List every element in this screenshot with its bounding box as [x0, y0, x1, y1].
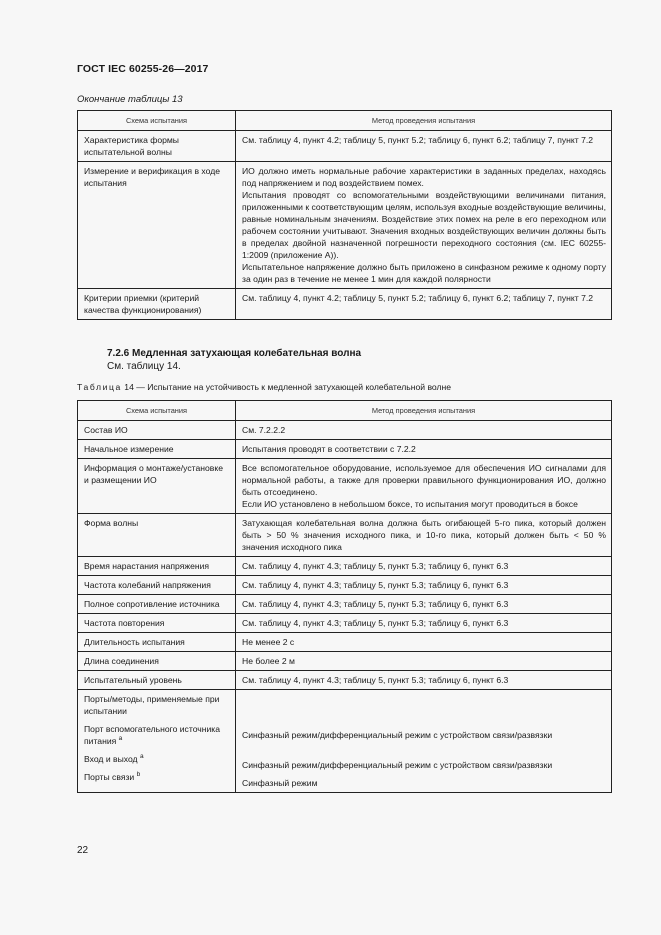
row-method: Затухающая колебательная волна должна быть огибающей 5-го пика, который должен быть > 50 % значения исходного пика, и 10-го пика, который должен быть < 50 % значения исходного пика: [236, 514, 612, 557]
footnote-marker: a: [139, 753, 144, 761]
row-label: Частота повторения: [78, 614, 236, 633]
row-method: [236, 162, 612, 289]
table-caption: [77, 382, 451, 392]
row-method: См. таблицу 4, пункт 4.2; таблицу 5, пункт 5.2; таблицу 6, пункт 6.2; таблицу 7, пункт 7.2: [236, 289, 612, 320]
table-row: [78, 614, 612, 633]
table-row: [78, 671, 612, 690]
row-label: Состав ИО: [78, 421, 236, 440]
page-number: 22: [77, 845, 89, 856]
port-label: Порты связи: [84, 772, 135, 782]
method-paragraph: Если ИО установлено в небольшом боксе, то испытания могут проводиться в боксе: [242, 499, 578, 509]
row-label: Характеристика формы испытательной волны: [78, 131, 236, 162]
row-label: Частота колебаний напряжения: [78, 576, 236, 595]
row-label: Форма волны: [78, 514, 236, 557]
table-row: [78, 595, 612, 614]
method-paragraph: Все вспомогательное оборудование, используемое для обеспечения ИО сигналами для нормальной работы, а также для проверки правильного функционирования ИО, должно быть отсоединено.: [242, 463, 606, 497]
table-row: [78, 459, 612, 514]
port-communication: [84, 771, 230, 783]
column-header: Схема испытания: [78, 111, 236, 131]
footnote-marker: a: [118, 735, 123, 743]
table-row: [78, 557, 612, 576]
table-header-row: [78, 111, 612, 131]
table-13: [77, 110, 612, 320]
row-label: Критерии приемки (критерий качества функционирования): [78, 289, 236, 320]
row-method: См. таблицу 4, пункт 4.3; таблицу 5, пункт 5.3; таблицу 6, пункт 6.3: [236, 576, 612, 595]
table-row: [78, 690, 612, 793]
row-method: [236, 459, 612, 514]
row-method: См. таблицу 4, пункт 4.3; таблицу 5, пункт 5.3; таблицу 6, пункт 6.3: [236, 595, 612, 614]
row-method: См. таблицу 4, пункт 4.3; таблицу 5, пункт 5.3; таблицу 6, пункт 6.3: [236, 671, 612, 690]
table-row: [78, 514, 612, 557]
column-header: Метод проведения испытания: [236, 111, 612, 131]
port-label: Вход и выход: [84, 754, 138, 764]
row-label: Полное сопротивление источника: [78, 595, 236, 614]
method-paragraph: ИО должно иметь нормальные рабочие характеристики в заданных пределах, находясь под напряжением и под воздействием помех.: [242, 166, 606, 188]
table-continuation-label: Окончание таблицы 13: [77, 94, 183, 105]
table-row: [78, 576, 612, 595]
column-header: Метод проведения испытания: [236, 401, 612, 421]
table-14: [77, 400, 612, 793]
row-method: Не более 2 м: [236, 652, 612, 671]
port-label: Порт вспомогательного источника питания: [84, 724, 221, 746]
ports-heading: Порты/методы, применяемые при испытании: [84, 694, 220, 716]
footnote-marker: b: [136, 771, 141, 779]
table-row: [78, 131, 612, 162]
document-header: ГОСТ IEC 60255-26—2017: [77, 63, 209, 75]
row-method: См. таблицу 4, пункт 4.3; таблицу 5, пункт 5.3; таблицу 6, пункт 6.3: [236, 557, 612, 576]
port-method: Синфазный режим/дифференциальный режим с устройством связи/развязки: [242, 730, 553, 740]
table-row: [78, 440, 612, 459]
port-method: Синфазный режим: [242, 778, 318, 788]
row-label: Длительность испытания: [78, 633, 236, 652]
section-heading: 7.2.6 Медленная затухающая колебательная волна: [107, 348, 362, 359]
port-aux-power: [84, 723, 230, 747]
row-label: [78, 690, 236, 793]
row-method: [236, 690, 612, 793]
row-label: Информация о монтаже/установке и размещении ИО: [78, 459, 236, 514]
table-header-row: [78, 401, 612, 421]
table-row: [78, 633, 612, 652]
row-label: Измерение и верификация в ходе испытания: [78, 162, 236, 289]
row-method: См. таблицу 4, пункт 4.2; таблицу 5, пункт 5.2; таблицу 6, пункт 6.2; таблицу 7, пункт 7.2: [236, 131, 612, 162]
method-paragraph: Испытания проводят со вспомогательными воздействующими величинами питания, приложенными к соответствующим целям, используя входные воздействующие величины, равные номинальным значениям. Воздействие этих помех на реле в его переходном или рабочем состоянии учитывают. Значения входных воздействующих величин должны быть в пределах двойной назначенной погрешности переходного состояния (см. IEC 60255-1:2009 (приложение А)).: [242, 190, 606, 260]
method-paragraph: Испытательное напряжение должно быть приложено в синфазном режиме к одному порту за один раз в течение не менее 1 мин для каждой полярности: [242, 262, 606, 284]
section-reference: См. таблицу 14.: [107, 361, 181, 372]
table-row: [78, 162, 612, 289]
row-method: Испытания проводят в соответствии с 7.2.2: [236, 440, 612, 459]
table-row: [78, 289, 612, 320]
caption-word: Таблица: [77, 382, 122, 392]
row-label: Начальное измерение: [78, 440, 236, 459]
row-method: Не менее 2 с: [236, 633, 612, 652]
row-method: См. таблицу 4, пункт 4.3; таблицу 5, пункт 5.3; таблицу 6, пункт 6.3: [236, 614, 612, 633]
row-label: Время нарастания напряжения: [78, 557, 236, 576]
column-header: Схема испытания: [78, 401, 236, 421]
table-row: [78, 421, 612, 440]
row-method: См. 7.2.2.2: [236, 421, 612, 440]
port-method: Синфазный режим/дифференциальный режим с устройством связи/развязки: [242, 760, 553, 770]
row-label: Испытательный уровень: [78, 671, 236, 690]
port-input-output: [84, 753, 230, 765]
row-label: Длина соединения: [78, 652, 236, 671]
table-row: [78, 652, 612, 671]
caption-text: 14 — Испытание на устойчивость к медленной затухающей колебательной волне: [121, 382, 452, 392]
